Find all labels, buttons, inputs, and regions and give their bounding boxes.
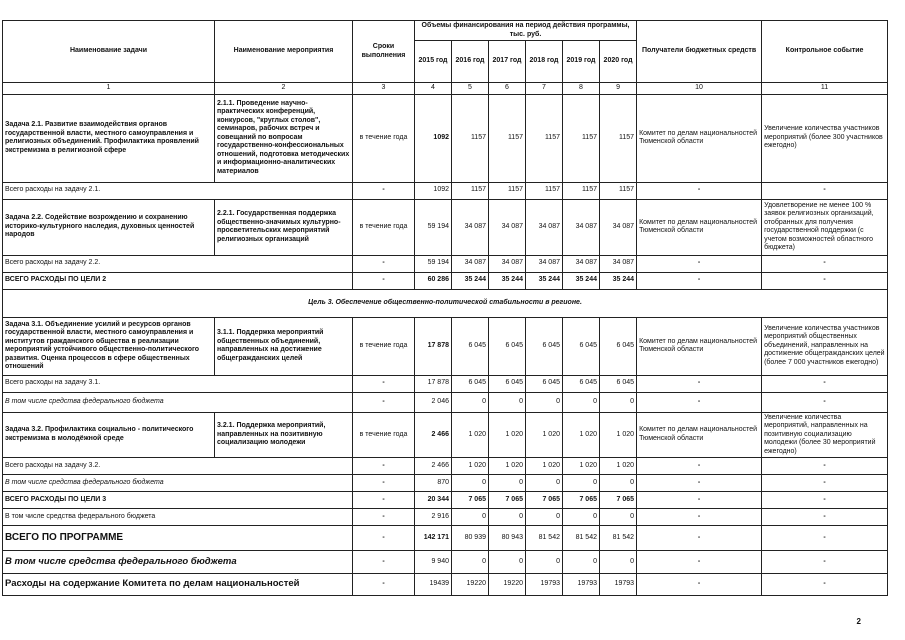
term-cell: - — [353, 492, 415, 509]
value-cell: 1157 — [563, 94, 600, 182]
total-row-2-1 — [3, 182, 888, 199]
goal-total-row-2 — [3, 272, 888, 289]
value-cell: 1 020 — [563, 458, 600, 475]
value-cell: 6 045 — [489, 317, 526, 375]
column-number: 6 — [489, 83, 526, 95]
value-cell: 0 — [452, 475, 489, 492]
column-number: 4 — [415, 83, 452, 95]
value-cell: 6 045 — [563, 375, 600, 392]
value-cell: 34 087 — [526, 255, 563, 272]
control-cell: - — [762, 272, 888, 289]
control-cell: - — [762, 526, 888, 551]
value-cell: 1 020 — [563, 412, 600, 458]
control-cell: Удовлетворение не менее 100 % заявок религиозных организаций, отобранных для получения государственной поддержки (с учетом возможностей областного бюджета) — [762, 199, 888, 255]
control-cell: - — [762, 475, 888, 492]
header-year: 2020 год — [600, 41, 637, 83]
control-cell: - — [762, 509, 888, 526]
value-cell: 6 045 — [489, 375, 526, 392]
value-cell: 1 020 — [489, 458, 526, 475]
value-cell: 2 916 — [415, 509, 452, 526]
committee-row — [3, 574, 888, 596]
value-cell: 1092 — [415, 94, 452, 182]
recipient-cell: Комитет по делам национальностей Тюменской области — [637, 199, 762, 255]
recipient-cell: - — [637, 574, 762, 596]
column-number: 7 — [526, 83, 563, 95]
value-cell: 34 087 — [563, 199, 600, 255]
total-label: Всего расходы на задачу 3.1. — [3, 375, 353, 392]
task-cell: Задача 3.1. Объединение усилий и ресурсов органов государственной власти, местного самоуправления и институтов гражданского общества в реализации мероприятий устойчивого общественно-политического развития. Оценка процессов в сфере общественных отношений — [3, 317, 215, 375]
value-cell: 80 943 — [489, 526, 526, 551]
total-label: Всего расходы на задачу 2.2. — [3, 255, 353, 272]
value-cell: 34 087 — [600, 255, 637, 272]
control-cell: Увеличение количества участников мероприятий общественных объединений, направленных на достижение общегражданских целей (более 7 000 участников ежегодно) — [762, 317, 888, 375]
federal-row-goal-3 — [3, 509, 888, 526]
value-cell: 59 194 — [415, 255, 452, 272]
value-cell: 0 — [489, 475, 526, 492]
value-cell: 1157 — [452, 182, 489, 199]
value-cell: 1 020 — [526, 458, 563, 475]
task-cell: Задача 3.2. Профилактика социально - политического экстремизма в молодёжной среде — [3, 412, 215, 458]
goal-total-row-3 — [3, 492, 888, 509]
term-cell: - — [353, 392, 415, 412]
header-year: 2015 год — [415, 41, 452, 83]
event-cell: 2.2.1. Государственная поддержка общественно-значимых культурно-просветительских мероприятий религиозных организаций — [215, 199, 353, 255]
event-cell: 3.2.1. Поддержка мероприятий, направленных на позитивную социализацию молодежи — [215, 412, 353, 458]
column-number: 3 — [353, 83, 415, 95]
column-number: 9 — [600, 83, 637, 95]
value-cell: 17 878 — [415, 375, 452, 392]
committee-label: Расходы на содержание Комитета по делам национальностей — [3, 574, 353, 596]
value-cell: 1092 — [415, 182, 452, 199]
value-cell: 0 — [452, 392, 489, 412]
page-number: 2 — [856, 617, 861, 626]
value-cell: 7 065 — [489, 492, 526, 509]
program-federal-label: В том числе средства федерального бюджета — [3, 551, 353, 574]
value-cell: 2 466 — [415, 458, 452, 475]
column-number: 10 — [637, 83, 762, 95]
recipient-cell: Комитет по делам национальностей Тюменской области — [637, 412, 762, 458]
value-cell: 81 542 — [600, 526, 637, 551]
total-row-3-1 — [3, 375, 888, 392]
goal-3-title: Цель 3. Обеспечение общественно-политической стабильности в регионе. — [3, 289, 888, 317]
recipient-cell: - — [637, 272, 762, 289]
term-cell: - — [353, 182, 415, 199]
value-cell: 0 — [452, 551, 489, 574]
value-cell: 1 020 — [600, 458, 637, 475]
value-cell: 35 244 — [452, 272, 489, 289]
value-cell: 0 — [600, 551, 637, 574]
value-cell: 6 045 — [563, 317, 600, 375]
header-funding: Объемы финансирования на период действия программы, тыс. руб. — [415, 21, 637, 41]
value-cell: 1 020 — [489, 412, 526, 458]
recipient-cell: - — [637, 375, 762, 392]
value-cell: 142 171 — [415, 526, 452, 551]
value-cell: 6 045 — [452, 317, 489, 375]
task-row-3-2 — [3, 412, 888, 458]
program-total-row — [3, 526, 888, 551]
control-cell: - — [762, 551, 888, 574]
value-cell: 6 045 — [452, 375, 489, 392]
value-cell: 34 087 — [563, 255, 600, 272]
total-label: Всего расходы на задачу 3.2. — [3, 458, 353, 475]
value-cell: 34 087 — [452, 199, 489, 255]
term-cell: в течение года — [353, 94, 415, 182]
value-cell: 35 244 — [489, 272, 526, 289]
value-cell: 35 244 — [563, 272, 600, 289]
control-cell: - — [762, 574, 888, 596]
value-cell: 35 244 — [526, 272, 563, 289]
recipient-cell: - — [637, 509, 762, 526]
value-cell: 6 045 — [526, 375, 563, 392]
value-cell: 0 — [563, 509, 600, 526]
value-cell: 35 244 — [600, 272, 637, 289]
term-cell: - — [353, 475, 415, 492]
term-cell: - — [353, 375, 415, 392]
value-cell: 0 — [600, 509, 637, 526]
term-cell: в течение года — [353, 317, 415, 375]
recipient-cell: - — [637, 526, 762, 551]
column-number: 11 — [762, 83, 888, 95]
value-cell: 0 — [526, 551, 563, 574]
task-row-3-1 — [3, 317, 888, 375]
value-cell: 34 087 — [489, 199, 526, 255]
value-cell: 19793 — [563, 574, 600, 596]
value-cell: 7 065 — [600, 492, 637, 509]
value-cell: 0 — [563, 551, 600, 574]
value-cell: 1 020 — [452, 412, 489, 458]
value-cell: 6 045 — [600, 317, 637, 375]
header-event: Наименование мероприятия — [215, 21, 353, 83]
header-row — [3, 21, 888, 41]
control-cell: - — [762, 255, 888, 272]
value-cell: 80 939 — [452, 526, 489, 551]
value-cell: 1157 — [600, 182, 637, 199]
value-cell: 1157 — [489, 94, 526, 182]
total-label: ВСЕГО РАСХОДЫ ПО ЦЕЛИ 2 — [3, 272, 353, 289]
control-cell: Увеличение количества мероприятий, направленных на позитивную социализацию молодежи (более 30 мероприятий ежегодно) — [762, 412, 888, 458]
value-cell: 19220 — [452, 574, 489, 596]
recipient-cell: - — [637, 182, 762, 199]
goal-3-row — [3, 289, 888, 317]
column-number: 5 — [452, 83, 489, 95]
value-cell: 7 065 — [526, 492, 563, 509]
program-federal-row — [3, 551, 888, 574]
term-cell: в течение года — [353, 199, 415, 255]
term-cell: - — [353, 272, 415, 289]
value-cell: 60 286 — [415, 272, 452, 289]
value-cell: 0 — [526, 475, 563, 492]
term-cell: - — [353, 255, 415, 272]
value-cell: 7 065 — [563, 492, 600, 509]
task-cell: Задача 2.2. Содействие возрождению и сохранению историко-культурного наследия, духовных ценностей народов — [3, 199, 215, 255]
control-cell: - — [762, 375, 888, 392]
federal-row-3-1 — [3, 392, 888, 412]
header-year: 2018 год — [526, 41, 563, 83]
recipient-cell: Комитет по делам национальностей Тюменской области — [637, 317, 762, 375]
header-recipient: Получатели бюджетных средств — [637, 21, 762, 83]
recipient-cell: Комитет по делам национальностей Тюменской области — [637, 94, 762, 182]
value-cell: 0 — [489, 509, 526, 526]
control-cell: - — [762, 458, 888, 475]
value-cell: 34 087 — [600, 199, 637, 255]
term-cell: в течение года — [353, 412, 415, 458]
header-control: Контрольное событие — [762, 21, 888, 83]
control-cell: - — [762, 492, 888, 509]
header-year: 2016 год — [452, 41, 489, 83]
term-cell: - — [353, 574, 415, 596]
event-cell: 2.1.1. Проведение научно-практических конференций, конкурсов, "круглых столов", семинаров, рабочих встреч и совещаний по вопросам государственно-конфессиональных отношений, подготовка методических и информационно-аналитических материалов — [215, 94, 353, 182]
column-number: 8 — [563, 83, 600, 95]
federal-label: В том числе средства федерального бюджета — [3, 475, 353, 492]
value-cell: 0 — [489, 392, 526, 412]
value-cell: 17 878 — [415, 317, 452, 375]
value-cell: 0 — [563, 392, 600, 412]
control-cell: Увеличение количества участников мероприятий (более 300 участников ежегодно) — [762, 94, 888, 182]
task-row-2-2 — [3, 199, 888, 255]
header-task: Наименование задачи — [3, 21, 215, 83]
value-cell: 2 046 — [415, 392, 452, 412]
value-cell: 19793 — [600, 574, 637, 596]
column-number: 2 — [215, 83, 353, 95]
term-cell: - — [353, 526, 415, 551]
event-cell: 3.1.1. Поддержка мероприятий общественных объединений, направленных на достижение общегражданских целей — [215, 317, 353, 375]
program-total-label: ВСЕГО ПО ПРОГРАММЕ — [3, 526, 353, 551]
value-cell: 20 344 — [415, 492, 452, 509]
value-cell: 0 — [452, 509, 489, 526]
recipient-cell: - — [637, 475, 762, 492]
value-cell: 9 940 — [415, 551, 452, 574]
recipient-cell: - — [637, 492, 762, 509]
value-cell: 0 — [526, 509, 563, 526]
header-year: 2017 год — [489, 41, 526, 83]
value-cell: 1 020 — [600, 412, 637, 458]
value-cell: 0 — [600, 392, 637, 412]
header-year: 2019 год — [563, 41, 600, 83]
value-cell: 1157 — [563, 182, 600, 199]
term-cell: - — [353, 551, 415, 574]
value-cell: 1157 — [600, 94, 637, 182]
value-cell: 19439 — [415, 574, 452, 596]
value-cell: 1 020 — [452, 458, 489, 475]
value-cell: 81 542 — [563, 526, 600, 551]
value-cell: 34 087 — [452, 255, 489, 272]
column-number: 1 — [3, 83, 215, 95]
recipient-cell: - — [637, 392, 762, 412]
value-cell: 0 — [600, 475, 637, 492]
recipient-cell: - — [637, 458, 762, 475]
value-cell: 34 087 — [489, 255, 526, 272]
value-cell: 2 466 — [415, 412, 452, 458]
task-row-2-1 — [3, 94, 888, 182]
value-cell: 7 065 — [452, 492, 489, 509]
value-cell: 1157 — [526, 94, 563, 182]
value-cell: 19793 — [526, 574, 563, 596]
control-cell: - — [762, 182, 888, 199]
value-cell: 1157 — [489, 182, 526, 199]
federal-label: В том числе средства федерального бюджета — [3, 392, 353, 412]
value-cell: 19220 — [489, 574, 526, 596]
control-cell: - — [762, 392, 888, 412]
value-cell: 1 020 — [526, 412, 563, 458]
term-cell: - — [353, 509, 415, 526]
value-cell: 1157 — [452, 94, 489, 182]
value-cell: 6 045 — [600, 375, 637, 392]
total-row-3-2 — [3, 458, 888, 475]
header-term: Сроки выполнения — [353, 21, 415, 83]
recipient-cell: - — [637, 255, 762, 272]
column-number-row — [3, 83, 888, 95]
value-cell: 1157 — [526, 182, 563, 199]
federal-label: В том числе средства федерального бюджета — [3, 509, 353, 526]
value-cell: 59 194 — [415, 199, 452, 255]
value-cell: 0 — [563, 475, 600, 492]
value-cell: 0 — [489, 551, 526, 574]
term-cell: - — [353, 458, 415, 475]
value-cell: 34 087 — [526, 199, 563, 255]
value-cell: 81 542 — [526, 526, 563, 551]
total-label: Всего расходы на задачу 2.1. — [3, 182, 353, 199]
task-cell: Задача 2.1. Развитие взаимодействия органов государственной власти, местного самоуправления и религиозных объединений. Профилактика проявлений экстремизма в религиозной сфере — [3, 94, 215, 182]
program-funding-table — [2, 20, 888, 596]
value-cell: 0 — [526, 392, 563, 412]
federal-row-3-2 — [3, 475, 888, 492]
total-label: ВСЕГО РАСХОДЫ ПО ЦЕЛИ 3 — [3, 492, 353, 509]
value-cell: 870 — [415, 475, 452, 492]
value-cell: 6 045 — [526, 317, 563, 375]
total-row-2-2 — [3, 255, 888, 272]
recipient-cell: - — [637, 551, 762, 574]
